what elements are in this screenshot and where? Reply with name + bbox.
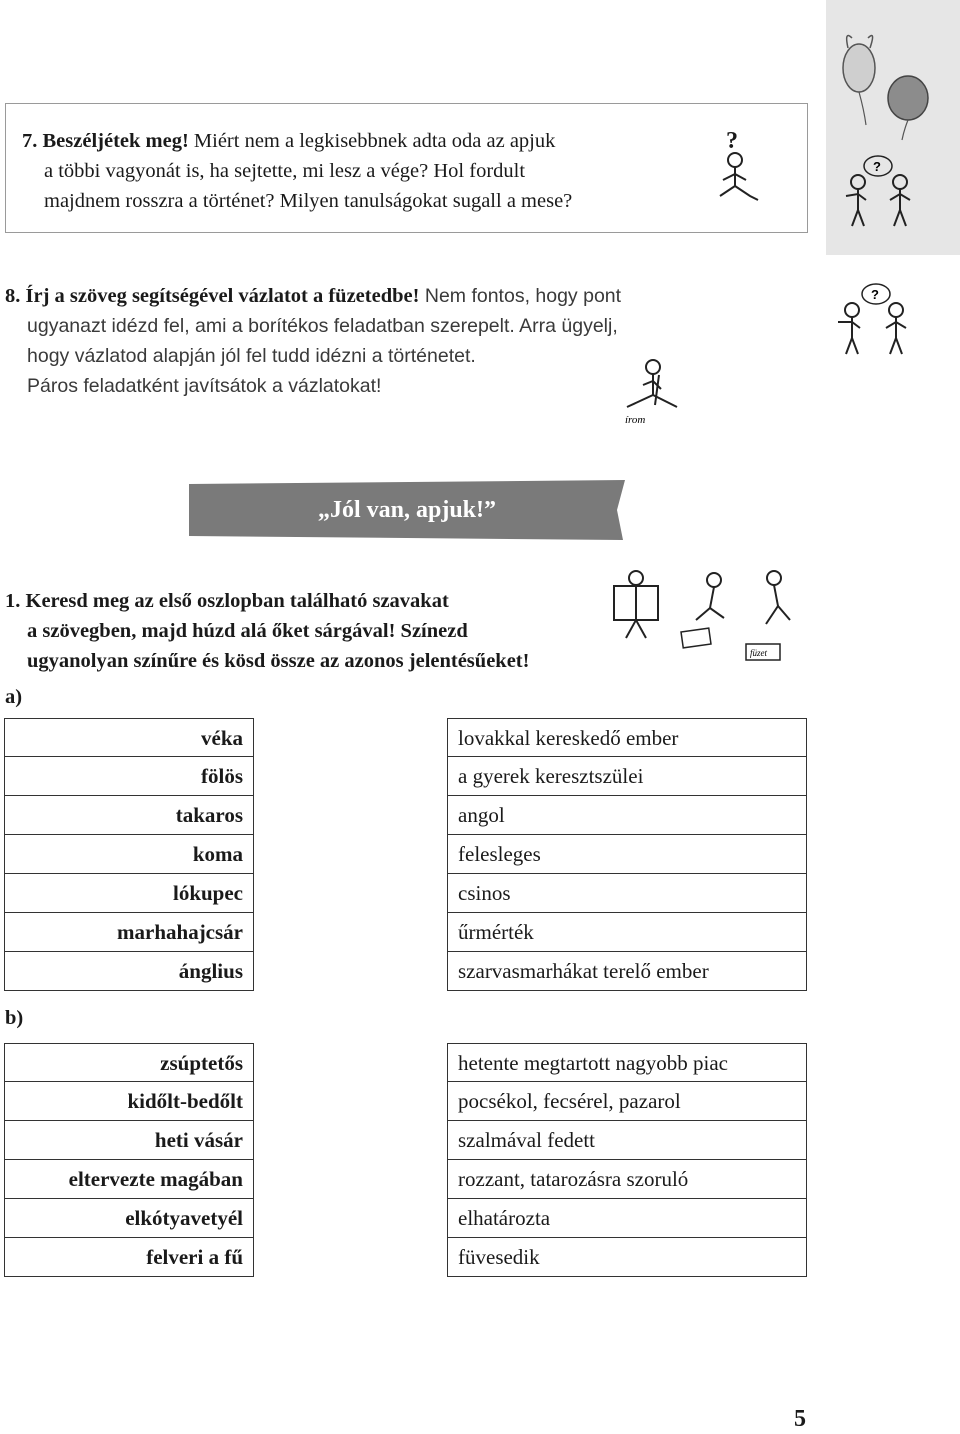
left-word-a-5: lókupec [4,874,254,913]
left-word-a-2: fölös [4,757,254,796]
exercise-1-line-2: a szövegben, majd húzd alá őket sárgával! Színezd [27,620,468,642]
right-meaning-b-1: hetente megtartott nagyobb piac [447,1043,807,1082]
exercise-1-line-1: 1. Keresd meg az első oszlopban található szavakat [5,590,449,612]
task-8-line-3: hogy vázlatod alapján jól fel tudd idézni a történetet. [27,345,476,367]
right-meaning-b-5: elhatározta [447,1199,807,1238]
left-word-b-3: heti vásár [4,1121,254,1160]
task-7-line-1: 7. Beszéljétek meg! Miért nem a legkisebbnek adta oda az apjuk [22,130,556,152]
left-word-b-6: felveri a fű [4,1238,254,1277]
paper-caption: füzet [750,648,767,658]
task-8-line-4: Páros feladatként javítsátok a vázlatokat! [27,375,382,397]
task-7-line-2: a többi vagyonát is, ha sejtette, mi lesz a vége? Hol fordult [44,160,526,182]
right-meaning-a-3: angol [447,796,807,835]
reading-figures-icon [606,568,816,666]
right-meaning-b-2: pocsékol, fecsérel, pazarol [447,1082,807,1121]
right-meaning-b-3: szalmával fedett [447,1121,807,1160]
left-word-b-4: eltervezte magában [4,1160,254,1199]
right-meaning-a-5: csinos [447,874,807,913]
writer-caption: írom [625,414,646,426]
exercise-1-line-3: ugyanolyan színűre és kösd össze az azonos jelentésűeket! [27,650,530,672]
left-word-b-2: kidőlt-bedőlt [4,1082,254,1121]
thinking-figure-icon [718,150,768,210]
question-mark: ? [726,128,738,154]
right-meaning-a-2: a gyerek keresztszülei [447,757,807,796]
left-word-a-6: marhahajcsár [4,913,254,952]
left-word-b-1: zsúptetős [4,1043,254,1082]
task-7-line-3: majdnem rosszra a történet? Milyen tanulságokat sugall a mese? [44,190,573,212]
right-meaning-a-6: űrmérték [447,913,807,952]
right-meaning-b-4: rozzant, tatarozásra szoruló [447,1160,807,1199]
part-a-label: a) [5,686,23,708]
left-word-a-4: koma [4,835,254,874]
left-word-a-7: ánglius [4,952,254,991]
right-meaning-a-4: felesleges [447,835,807,874]
svg-text:?: ? [873,159,881,174]
writing-figure-icon [615,355,690,427]
page-number: 5 [794,1406,806,1432]
task-8-line-1: 8. Írj a szöveg segítségével vázlatot a füzetedbe! Nem fontos, hogy pont [5,285,622,307]
right-meaning-b-6: füvesedik [447,1238,807,1277]
task-8-line-2: ugyanazt idézd fel, ami a borítékos feladatban szerepelt. Arra ügyelj, [27,315,618,337]
left-word-a-3: takaros [4,796,254,835]
left-word-b-5: elkótyavetyél [4,1199,254,1238]
discussion-pair-icon [836,152,922,232]
discussion-pair-icon-2 [830,282,916,360]
left-word-a-1: véka [4,718,254,757]
svg-text:?: ? [871,287,879,302]
right-meaning-a-1: lovakkal kereskedő ember [447,718,807,757]
right-meaning-a-7: szarvasmarhákat terelő ember [447,952,807,991]
part-b-label: b) [5,1007,24,1029]
section-title: „Jól van, apjuk!” [317,497,497,523]
